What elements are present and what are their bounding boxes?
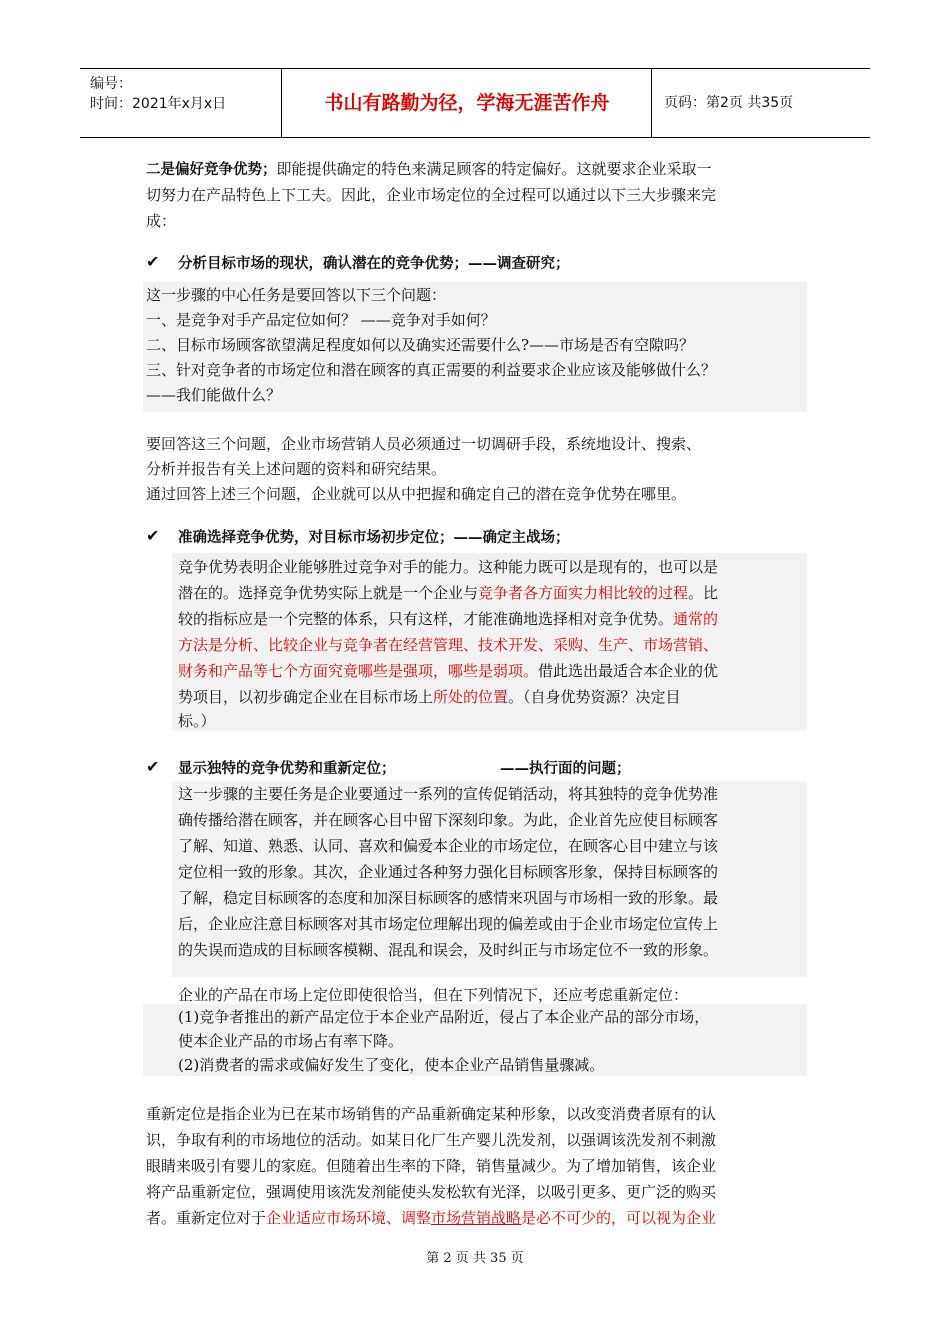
step1-para-line: 分析并报告有关上述问题的资料和研究结果。	[146, 460, 447, 478]
closing-text: 者。重新定位对于	[146, 1209, 267, 1227]
step2-text: 势项目，以初步确定企业在目标市场上	[178, 688, 434, 706]
step2-line-7: 标。）	[178, 712, 216, 730]
intro-line-1	[146, 158, 712, 182]
motto: 书山有路勤为径，学海无涯苦作舟	[283, 69, 652, 137]
step3-line: 这一步骤的主要任务是企业要通过一系列的宣传促销活动，将其独特的竞争优势准	[178, 785, 719, 803]
document-header	[80, 68, 870, 138]
step3-line: 了解，稳定目标顾客的态度和加深目标顾客的感情来巩固与市场相一致的形象。最	[178, 889, 719, 907]
step2-heading: 准确选择竞争优势，对目标市场初步定位；——确定主战场；	[178, 530, 570, 546]
step2-highlight: 财务和产品等七个方面究竟哪些是强项，哪些是弱项。	[178, 662, 539, 680]
step2-text: 较的指标应是一个完整的体系，只有这样，才能准确地选择相对竞争优势。	[178, 610, 674, 628]
step2-highlight: 竞争者各方面实力相比较的过程	[478, 584, 689, 602]
step3-line: 定位相一致的形象。其次，企业通过各种努力强化目标顾客形象，保持目标顾客的	[178, 863, 719, 881]
intro-lead: 二是偏好竞争优势；	[146, 162, 277, 178]
step1-line: ——我们能做什么？	[146, 386, 282, 404]
closing-highlight: 是必不可少的，可以视为企业	[521, 1209, 717, 1227]
step1-line: 这一步骤的中心任务是要回答以下三个问题：	[146, 286, 447, 304]
closing-line: 眼睛来吸引有婴儿的家庭。但随着出生率的下降，销售量减少。为了增加销售，该企业	[146, 1157, 717, 1175]
step2-text: 潜在的。选择竞争优势实际上就是一个企业与	[178, 584, 479, 602]
header-meta-cell	[80, 69, 282, 137]
step3-heading-b: ——执行面的问题；	[500, 761, 631, 777]
step2-line-6	[178, 686, 681, 709]
reposition-intro: 企业的产品在市场上定位即使很恰当，但在下列情况下，还应考虑重新定位：	[178, 986, 689, 1004]
check-icon: ✔	[146, 526, 160, 545]
step1-line: 二、目标市场顾客欲望满足程度如何以及确实还需要什么?——市场是否有空隙吗？	[146, 336, 695, 354]
step3-line: 的失误而造成的目标顾客模糊、混乱和误会，及时纠正与市场定位不一致的形象。	[178, 941, 719, 959]
closing-line: 重新定位是指企业为已在某市场销售的产品重新确定某种形象，以改变消费者原有的认	[146, 1105, 717, 1123]
step3-line: 确传播给潜在顾客，并在顾客心目中留下深刻印象。为此，企业首先应使目标顾客	[178, 811, 719, 829]
step2-text: 。比	[688, 584, 719, 602]
step1-heading: 分析目标市场的现状，确认潜在的竞争优势；——调查研究；	[178, 256, 570, 272]
step2-text: 借此选出最适合本企业的优	[538, 662, 719, 680]
closing-last-line	[146, 1207, 716, 1230]
closing-highlight: 企业适应市场环境、调整	[266, 1209, 432, 1227]
step2-highlight: 通常的	[673, 610, 719, 628]
closing-line: 将产品重新定位，强调使用该洗发剂能使头发松软有光泽，以吸引更多、更广泛的购买	[146, 1183, 717, 1201]
intro-line-1-rest: 即能提供确定的特色来满足顾客的特定偏好。这就要求企业采取一	[276, 160, 712, 178]
step3-line: 后，企业应注意目标顾客对其市场定位理解出现的偏差或由于企业市场定位宣传上	[178, 915, 719, 933]
step2-highlight: 所处的位置	[433, 688, 509, 706]
step2-text: 。（自身优势资源？决定目	[508, 688, 681, 706]
closing-highlight-underlined: 市场营销战略	[431, 1209, 522, 1227]
closing-line: 识，争取有利的市场地位的活动。如某日化厂生产婴儿洗发剂，以强调该洗发剂不刺激	[146, 1131, 717, 1149]
page-label: 页码：第2页 共35页	[664, 95, 794, 111]
step2-line-4: 方法是分析、比较企业与竞争者在经营管理、技术开发、采购、生产、市场营销、	[178, 636, 719, 654]
check-icon: ✔	[146, 757, 160, 776]
date-label: 时间：2021年x月x日	[90, 96, 227, 112]
case-line: (1)竞争者推出的新产品定位于本企业产品附近，侵占了本企业产品的部分市场，	[178, 1008, 710, 1026]
step3-line: 了解、知道、熟悉、认同、喜欢和偏爱本企业的市场定位，在顾客心目中建立与该	[178, 837, 719, 855]
step3-heading-a: 显示独特的竞争优势和重新定位；	[178, 761, 396, 777]
number-label: 编号：	[90, 76, 132, 92]
intro-line-3: 成：	[146, 212, 177, 230]
step2-line-2	[178, 582, 718, 605]
step1-para-line: 通过回答上述三个问题，企业就可以从中把握和确定自己的潜在竞争优势在哪里。	[146, 485, 687, 503]
step1-para-line: 要回答这三个问题，企业市场营销人员必须通过一切调研手段，系统地设计、搜索、	[146, 435, 702, 453]
intro-line-2: 切努力在产品特色上下工夫。因此，企业市场定位的全过程可以通过以下三大步骤来完	[146, 186, 717, 204]
check-icon: ✔	[146, 252, 160, 271]
case-line: 使本企业产品的市场占有率下降。	[178, 1032, 404, 1050]
page-footer: 第 2 页 共 35 页	[426, 1251, 524, 1266]
step2-line-1: 竞争优势表明企业能够胜过竞争对手的能力。这种能力既可以是现有的，也可以是	[178, 558, 719, 576]
step1-line: 三、针对竞争者的市场定位和潜在顾客的真正需要的利益要求企业应该及能够做什么？	[146, 361, 717, 379]
step2-line-3	[178, 608, 718, 631]
case-line: (2)消费者的需求或偏好发生了变化，使本企业产品销售量骤减。	[178, 1056, 605, 1074]
step1-line: 一、是竞争对手产品定位如何？ ——竞争对手如何？	[146, 311, 496, 329]
step2-line-5	[178, 660, 718, 683]
